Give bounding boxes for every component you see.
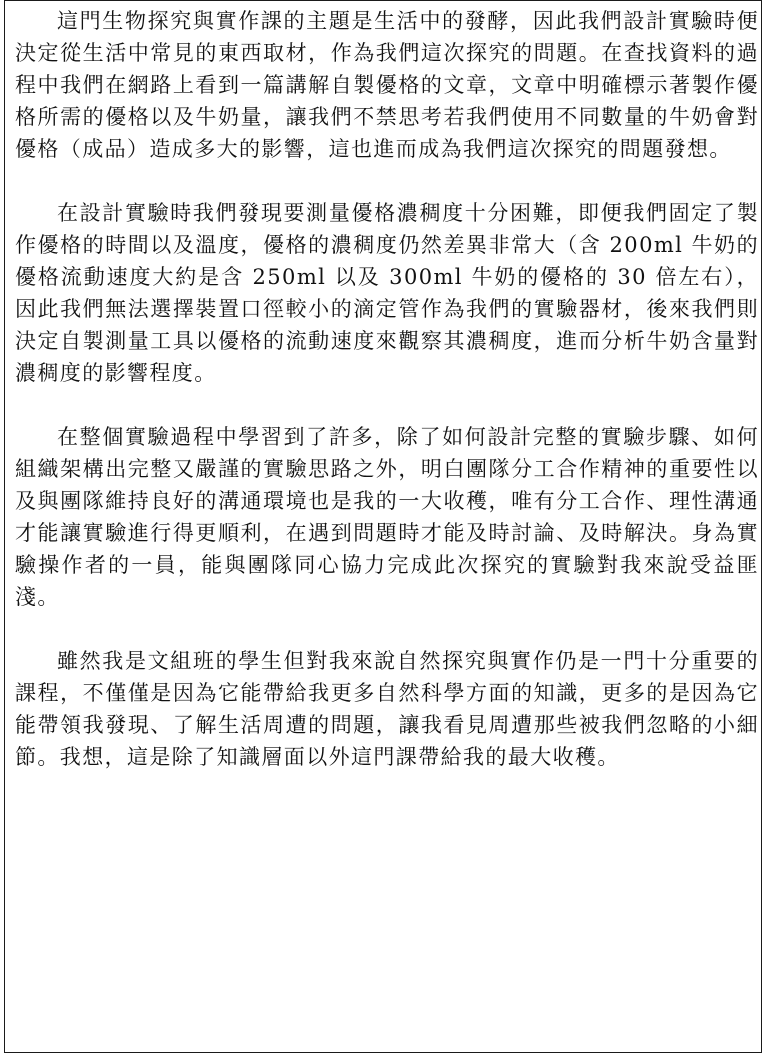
paragraph-measurement-design: 在設計實驗時我們發現要測量優格濃稠度十分困難，即便我們固定了製作優格的時間以及溫度，優格的濃稠度仍然差異非常大（含 200ml 牛奶的優格流動速度大約是含 250ml 以及 300ml 牛奶的優格的 30 倍左右），因此我們無法選擇裝置口徑較小的滴定管作為我們的實驗器材，後來我們則決定自製測量工具以優格的流動速度來觀察其濃稠度，進而分析牛奶含量對濃稠度的影響程度。 [15,201,759,385]
paragraph-topic-origin: 這門生物探究與實作課的主題是生活中的發酵，因此我們設計實驗時便決定從生活中常見的東西取材，作為我們這次探究的問題。在查找資料的過程中我們在網路上看到一篇講解自製優格的文章，文章中明確標示著製作優格所需的優格以及牛奶量，讓我們不禁思考若我們使用不同數量的牛奶會對優格（成品）造成多大的影響，這也進而成為我們這次探究的問題發想。 [15,9,759,161]
document-body [15,5,759,805]
document-frame [4,0,762,1053]
paragraph-personal-takeaway: 雖然我是文組班的學生但對我來說自然探究與實作仍是一門十分重要的課程，不僅僅是因為它能帶給我更多自然科學方面的知識，更多的是因為它能帶領我發現、了解生活周遭的問題，讓我看見周遭那些被我們忽略的小細節。我想，這是除了知識層面以外這門課帶給我的最大收穫。 [15,649,759,769]
paragraph-teamwork-reflection: 在整個實驗過程中學習到了許多，除了如何設計完整的實驗步驟、如何組織架構出完整又嚴謹的實驗思路之外，明白團隊分工合作精神的重要性以及與團隊維持良好的溝通環境也是我的一大收穫，唯有分工合作、理性溝通才能讓實驗進行得更順利，在遇到問題時才能及時討論、及時解決。身為實驗操作者的一員，能與團隊同心協力完成此次探究的實驗對我來說受益匪淺。 [15,425,759,609]
